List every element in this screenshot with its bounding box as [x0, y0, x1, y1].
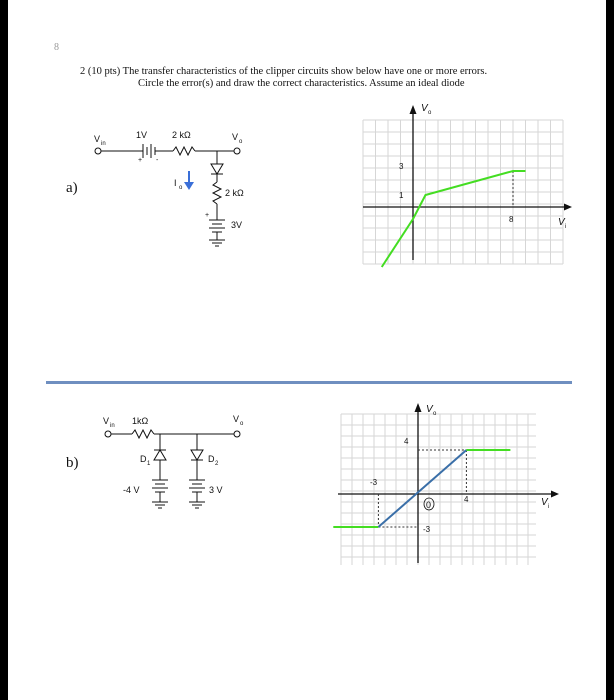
tick-label-y3-a: 3 — [399, 162, 404, 171]
resistor-shunt-a — [213, 182, 221, 204]
resistor-top-label-a: 2 kΩ — [172, 130, 191, 140]
resistor-top-a — [173, 147, 195, 155]
resistor-label-b: 1kΩ — [132, 416, 149, 426]
graph-b — [328, 398, 570, 568]
document-page — [8, 0, 606, 700]
current-arrow-icon — [184, 182, 194, 190]
question-line-1: 2 (10 pts) The transfer characteristics of the clipper circuits show below have one or more errors. — [80, 66, 488, 77]
svg-text:o: o — [179, 185, 183, 191]
series-line-b-2 — [378, 450, 466, 527]
svg-text:in: in — [110, 423, 115, 429]
svg-text:2: 2 — [215, 461, 219, 467]
diode-d2 — [191, 450, 203, 460]
svg-text:1: 1 — [147, 461, 151, 467]
y-axis-arrow-icon — [415, 403, 422, 412]
tick-label-x8-a: 8 — [509, 215, 514, 224]
diode-a — [211, 164, 223, 174]
tick-label-y1-a: 1 — [399, 191, 404, 200]
x-axis-arrow-icon — [564, 204, 572, 211]
resistor-shunt-label-a: 2 kΩ — [225, 188, 244, 198]
tick-label-xm3-b: -3 — [370, 478, 378, 487]
y-axis-label-b: V — [426, 404, 433, 415]
source2-label-b: 3 V — [209, 485, 223, 495]
circuit-b — [96, 410, 256, 530]
tick-label-x0-b: 0 — [426, 500, 432, 510]
x-axis-arrow-icon — [551, 491, 559, 498]
svg-text:o: o — [239, 139, 243, 145]
vin-terminal-b — [105, 431, 111, 437]
d1-label: D — [140, 454, 147, 464]
d2-label: D — [208, 454, 215, 464]
page-number: 8 — [54, 42, 59, 53]
vin-terminal-a — [95, 148, 101, 154]
tick-label-ym3-b: -3 — [423, 525, 431, 534]
svg-text:o: o — [240, 421, 244, 427]
svg-text:i: i — [565, 224, 567, 230]
svg-text:o: o — [433, 411, 437, 417]
vin-label-a: V — [94, 134, 101, 144]
x-axis-label-b: V — [541, 497, 548, 508]
graph-a — [348, 100, 574, 268]
svg-text:in: in — [101, 141, 106, 147]
y-axis-label-a: V — [421, 103, 428, 114]
circuit-a — [88, 124, 258, 264]
svg-text:i: i — [548, 504, 550, 510]
vo-label-a: V — [232, 132, 239, 142]
source1-label-b: -4 V — [123, 485, 140, 495]
io-label-a: I — [174, 178, 177, 188]
svg-text:+: + — [205, 212, 210, 219]
section-divider — [46, 381, 572, 384]
series-line-a — [382, 171, 526, 267]
x-axis-label-a: V — [558, 217, 565, 228]
vo-label-b: V — [233, 414, 240, 424]
part-a-label: a) — [66, 180, 78, 196]
diode-d1 — [154, 450, 166, 460]
resistor-b — [132, 430, 154, 438]
svg-text:o: o — [428, 110, 432, 116]
vin-label-b: V — [103, 416, 110, 426]
battery-label-a: 1V — [136, 130, 148, 140]
svg-text:-: - — [156, 157, 159, 164]
vo-terminal-b — [234, 431, 240, 437]
question-line-2: Circle the error(s) and draw the correct characteristics. Assume an ideal diode — [138, 78, 465, 89]
source-label-a: 3V — [231, 220, 243, 230]
y-axis-arrow-icon — [410, 105, 417, 114]
svg-text:+: + — [138, 157, 143, 164]
tick-label-y4-b: 4 — [404, 437, 409, 446]
part-b-label: b) — [66, 455, 79, 471]
tick-label-x4-b: 4 — [464, 495, 469, 504]
vo-terminal-a — [234, 148, 240, 154]
